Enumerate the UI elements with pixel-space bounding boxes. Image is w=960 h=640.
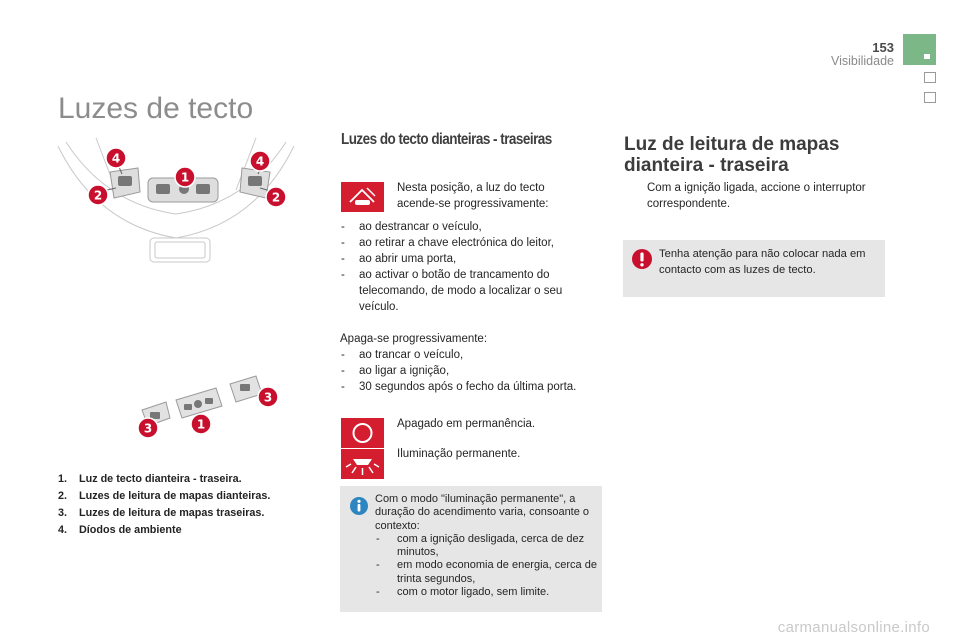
key-item: 4. Díodos de ambiente [58, 524, 182, 536]
list-item: - ao destrancar o veículo, [340, 219, 602, 235]
page-title: Luzes de tecto [58, 92, 254, 125]
callout-badge [104, 146, 128, 170]
list-item: - com a ignição desligada, cerca de dez minutos, [375, 533, 597, 560]
callout-badge [173, 165, 197, 189]
exclamation-icon [631, 248, 653, 270]
svg-text:4: 4 [111, 151, 121, 166]
svg-text:3: 3 [263, 390, 273, 405]
list-item: - em modo economia de energia, cerca de trinta segundos, [375, 559, 597, 586]
list-item: - 30 segundos após o fecho da última porta. [340, 379, 602, 395]
warning-note [623, 240, 885, 297]
svg-text:1: 1 [180, 170, 190, 185]
key-item: 2. Luzes de leitura de mapas dianteiras. [58, 490, 271, 502]
key-item: 3. Luzes de leitura de mapas traseiras. [58, 507, 265, 519]
section-heading-ceiling-lights: Luzes do tecto dianteiras - traseiras [341, 131, 552, 148]
off-intro: Apaga-se progressivamente: [340, 333, 488, 345]
progressive-text: Nesta posição, a luz do tecto acende-se progressivamente: [397, 182, 549, 210]
instruction-text: Com a ignição ligada, accione o interruptor correspondente. [647, 182, 866, 210]
svg-text:4: 4 [255, 154, 265, 169]
info-note-text: Com o modo "iluminação permanente", a duração do acendimento varia, consoante o contexto: [375, 493, 590, 532]
svg-text:2: 2 [271, 190, 281, 205]
callout-badge [264, 185, 288, 209]
svg-text:1: 1 [196, 417, 206, 432]
circle-off-icon [341, 418, 384, 448]
list-item: - ao abrir uma porta, [340, 251, 602, 267]
switch-on-conditions [340, 219, 602, 315]
page-number: 153 [872, 40, 894, 55]
diagram-key-list [58, 471, 270, 539]
svg-text:2: 2 [93, 188, 103, 203]
callout-badge [189, 412, 213, 436]
off-permanent-text: Apagado em permanência. [397, 418, 536, 430]
section-tab [924, 92, 936, 103]
callout-badge [136, 416, 160, 440]
section-name: Visibilidade [830, 54, 894, 68]
list-item: - ao trancar o veículo, [340, 347, 602, 363]
list-item: - com o motor ligado, sem limite. [375, 586, 597, 599]
callout-badge [256, 385, 280, 409]
info-note [340, 486, 602, 612]
section-heading-map-reading-lights: Luz de leitura de mapas dianteira - traseira [624, 134, 840, 176]
info-icon [349, 496, 369, 516]
section-tab-active [903, 34, 936, 65]
switch-off-conditions [340, 347, 602, 395]
svg-text:3: 3 [143, 421, 153, 436]
callout-badge [248, 149, 272, 173]
on-permanent-text: Iluminação permanente. [397, 448, 521, 460]
watermark: carmanualsonline.info [777, 619, 930, 636]
list-item: - ao retirar a chave electrónica do leitor, [340, 235, 602, 251]
dome-light-rays-icon [341, 449, 384, 479]
warning-text: Tenha atenção para não colocar nada em contacto com as luzes de tecto. [659, 248, 866, 276]
list-item: - ao ligar a ignição, [340, 363, 602, 379]
key-item: 1. Luz de tecto dianteira - traseira. [58, 473, 242, 485]
callout-badge [86, 183, 110, 207]
section-tab [924, 72, 936, 83]
dome-light-door-icon [341, 182, 384, 212]
info-note-list [375, 533, 597, 599]
list-item: - ao activar o botão de trancamento do telecomando, de modo a localizar o seu veículo. [340, 267, 602, 315]
